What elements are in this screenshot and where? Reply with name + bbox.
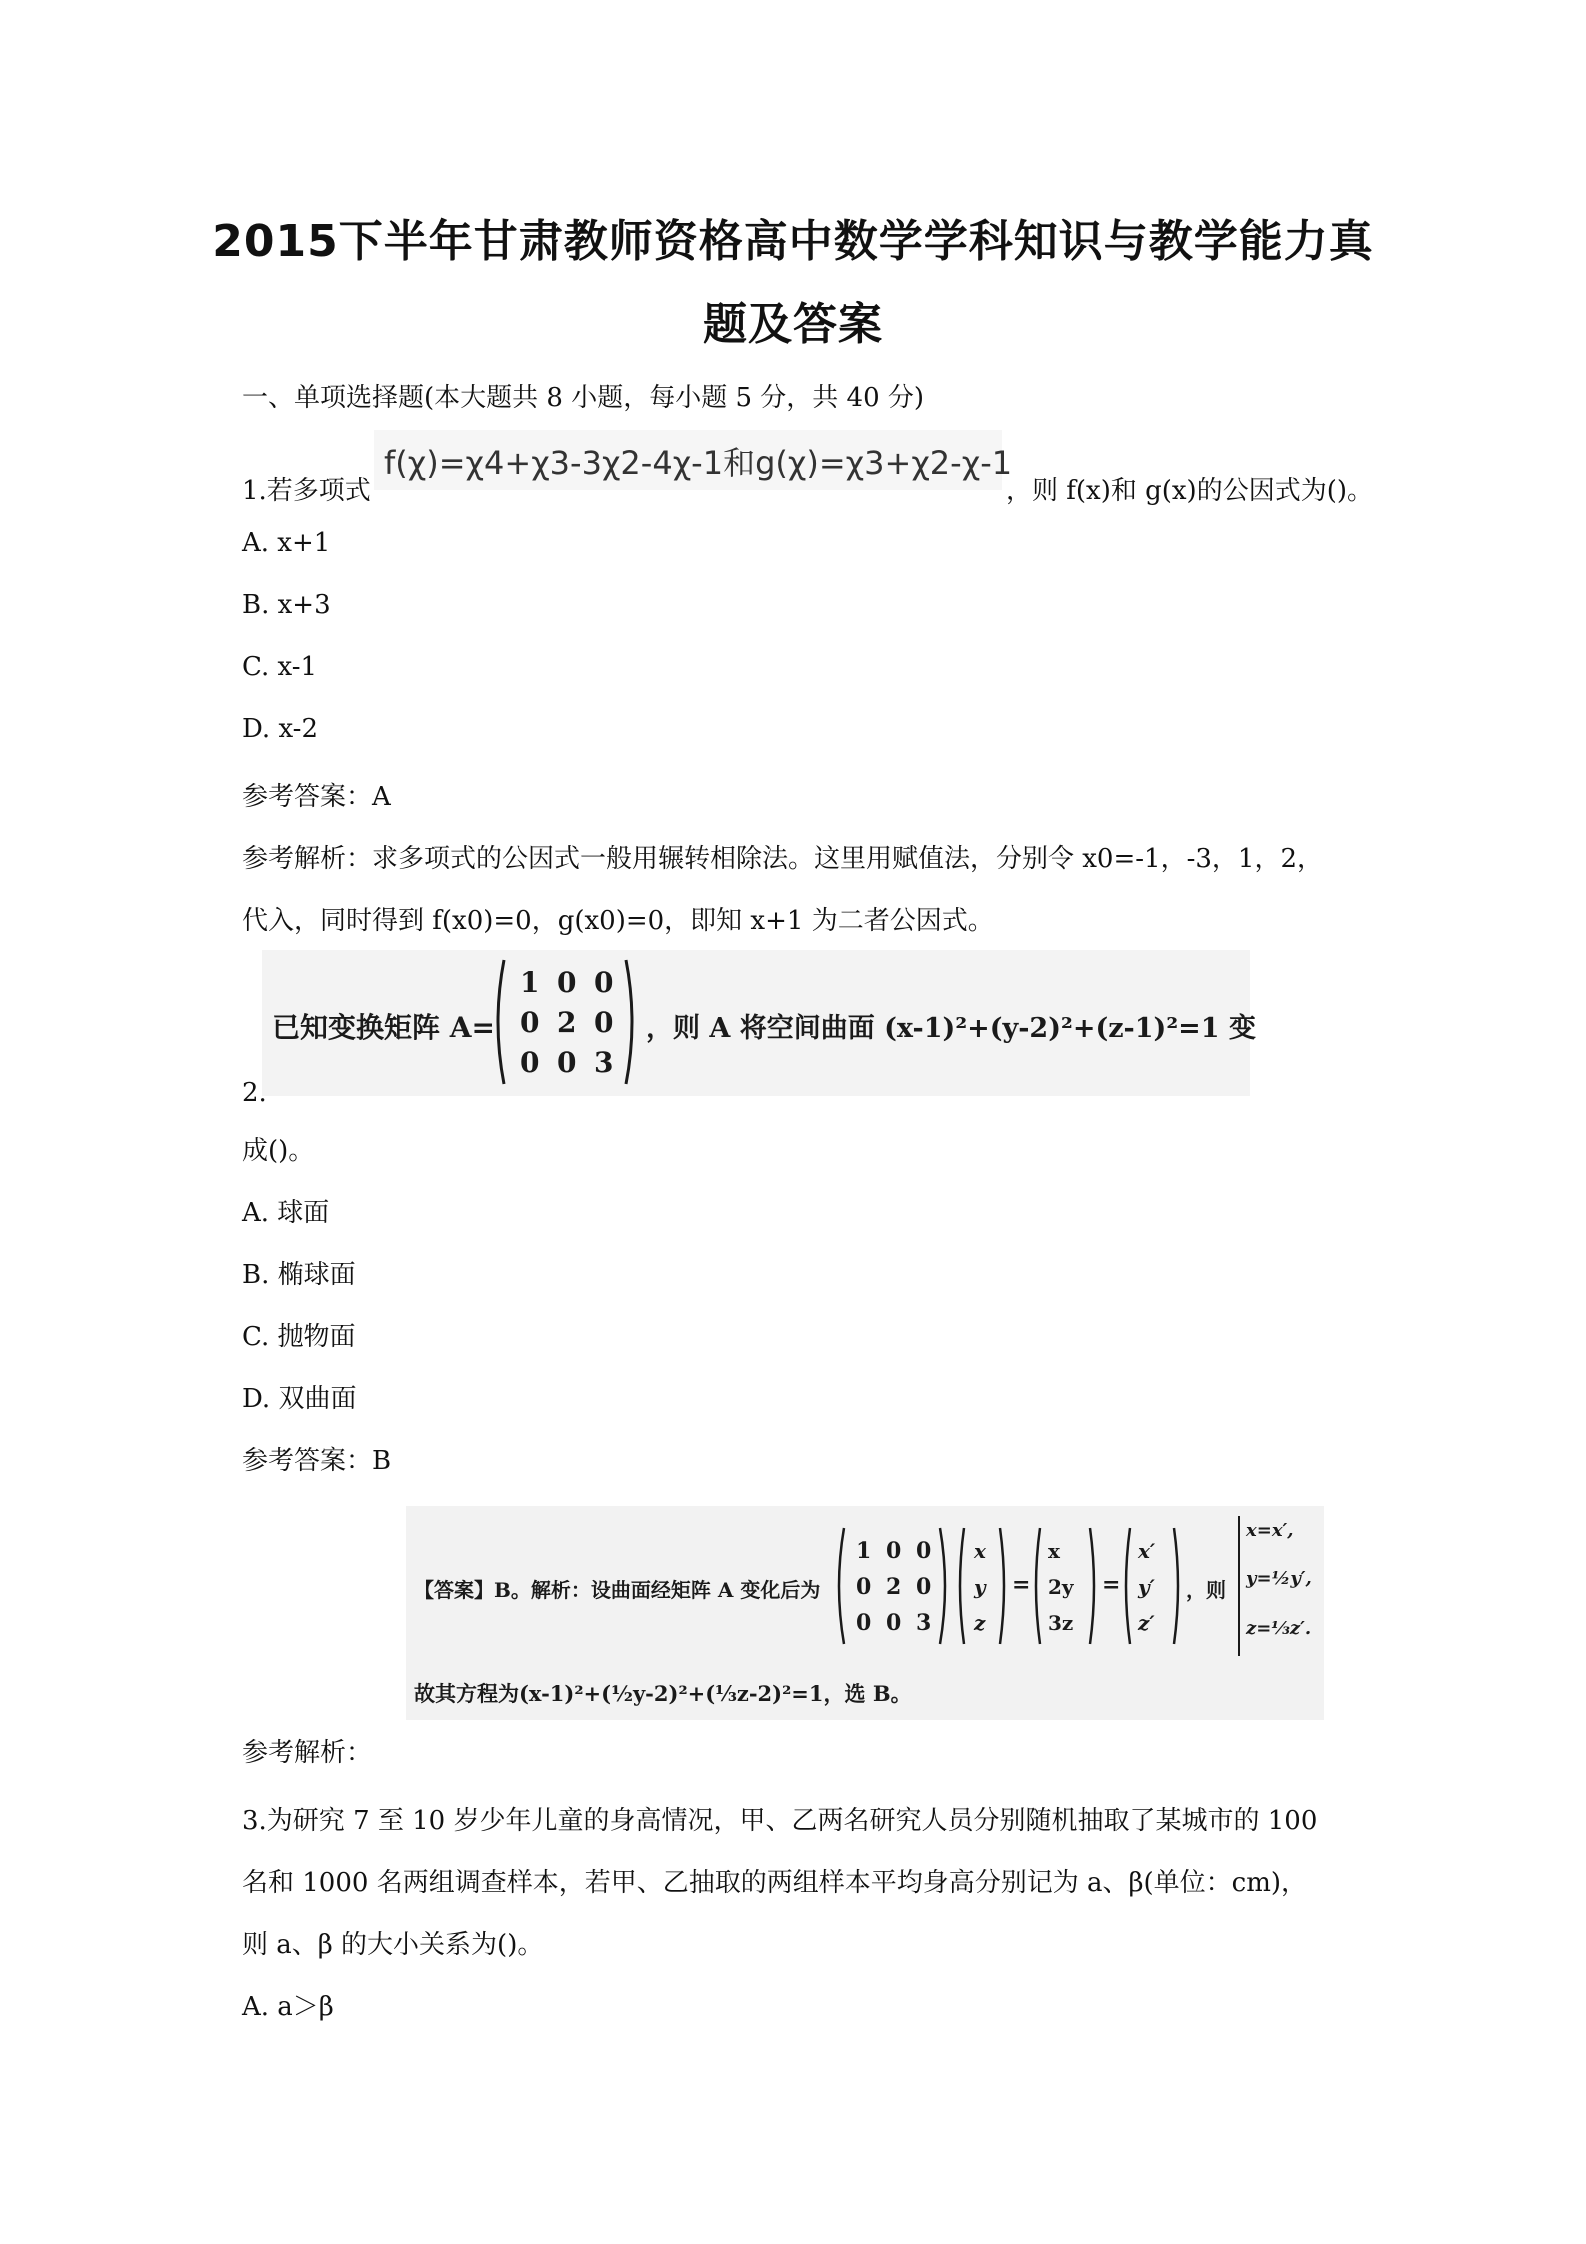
q1-option-d: D. x-2 — [242, 714, 318, 744]
q2-option-a: A. 球面 — [242, 1198, 330, 1228]
q1-suffix: ，则 f(x)和 g(x)的公因式为()。 — [1006, 476, 1373, 506]
equals-sign: = — [1102, 1572, 1121, 1598]
q2-answer-matrix-cell: 0 — [886, 1538, 902, 1564]
q2-answer-matrix-cell: 1 — [856, 1538, 872, 1564]
q2-answer-lead: 【答案】B。解析：设曲面经矩阵 A 变化后为 — [414, 1578, 821, 1602]
q3-line2: 名和 1000 名两组调查样本，若甲、乙抽取的两组样本平均身高分别记为 a、β(单位：cm)， — [242, 1868, 1307, 1898]
q2-answer-matrix-cell: 0 — [916, 1574, 932, 1600]
q2-vector-cell: y — [974, 1575, 986, 1599]
q2-option-c: C. 抛物面 — [242, 1322, 356, 1352]
document-title-line1: 2015下半年甘肃教师资格高中数学学科知识与教学能力真 — [212, 216, 1374, 267]
system-brace — [1238, 1516, 1240, 1656]
q2-answer: 参考答案：B — [242, 1446, 392, 1476]
q2-answer-matrix — [832, 1524, 952, 1648]
q2-matrix-cell: 0 — [557, 1046, 577, 1079]
q2-answer-matrix-cell: 0 — [886, 1610, 902, 1636]
q2-vector-cell: x — [1048, 1539, 1060, 1563]
q2-matrix-cell: 0 — [557, 966, 577, 999]
q2-matrix-cell: 2 — [557, 1006, 577, 1039]
q2-number: 2. — [242, 1078, 267, 1108]
q2-vector-xyz — [954, 1524, 1010, 1648]
q2-vector-cell: y′ — [1138, 1575, 1155, 1599]
q2-vector-cell: z′ — [1138, 1611, 1155, 1635]
q2-vector-cell: x — [974, 1539, 986, 1563]
q2-vector-cell: 3z — [1048, 1611, 1074, 1635]
q2-vector-cell: x′ — [1138, 1539, 1156, 1563]
document-title-line2: 题及答案 — [703, 299, 883, 350]
q2-matrix-cell: 0 — [520, 1046, 540, 1079]
q2-system-line: x=x′, — [1246, 1520, 1294, 1541]
q2-option-d: D. 双曲面 — [242, 1384, 357, 1414]
q2-matrix-cell: 0 — [594, 966, 614, 999]
q2-matrix — [490, 956, 640, 1088]
q1-answer: 参考答案：A — [242, 782, 391, 812]
q1-formula-text: f(χ)=χ4+χ3-3χ2-4χ-1和g(χ)=χ3+χ2-χ-1 — [384, 444, 1013, 482]
q2-answer-image — [406, 1506, 1324, 1720]
q2-image-text-left: 已知变换矩阵 A= — [272, 1011, 495, 1044]
q1-option-b: B. x+3 — [242, 590, 331, 620]
q2-answer-matrix-cell: 2 — [886, 1574, 902, 1600]
q2-matrix-cell: 0 — [594, 1006, 614, 1039]
q3-option-a: A. a＞β — [242, 1992, 334, 2022]
q2-answer-conclusion: 故其方程为(x-1)²+(½y-2)²+(⅓z-2)²=1，选 B。 — [414, 1681, 912, 1706]
q2-continuation: 成()。 — [242, 1136, 315, 1166]
q2-system-line: z=⅓z′. — [1246, 1618, 1312, 1639]
q3-line3: 则 a、β 的大小关系为()。 — [242, 1930, 544, 1960]
q2-answer-matrix-cell: 0 — [856, 1574, 872, 1600]
q2-vector-scaled — [1030, 1524, 1100, 1648]
q2-system-line: y=½y′, — [1246, 1568, 1312, 1589]
q2-vector-prime — [1120, 1524, 1184, 1648]
q2-answer-matrix-cell: 3 — [916, 1610, 932, 1636]
q1-analysis-line2: 代入，同时得到 f(x0)=0，g(x0)=0，即知 x+1 为二者公因式。 — [242, 906, 994, 936]
q1-option-a: A. x+1 — [242, 528, 331, 558]
q2-option-b: B. 椭球面 — [242, 1260, 356, 1290]
q3-line1: 3.为研究 7 至 10 岁少年儿童的身高情况，甲、乙两名研究人员分别随机抽取了某城市的 100 — [242, 1806, 1318, 1836]
q2-image-text-right: ，则 A 将空间曲面 (x-1)²+(y-2)²+(z-1)²=1 变 — [646, 1013, 1256, 1044]
q2-vector-cell: 2y — [1048, 1575, 1074, 1599]
q2-matrix-cell: 0 — [520, 1006, 540, 1039]
q2-answer-then: ，则 — [1186, 1578, 1226, 1602]
q1-option-c: C. x-1 — [242, 652, 318, 682]
section-header: 一、单项选择题(本大题共 8 小题，每小题 5 分，共 40 分) — [242, 383, 925, 413]
q2-question-image — [262, 950, 1256, 1096]
q2-analysis-label: 参考解析： — [242, 1738, 373, 1768]
q2-answer-matrix-cell: 0 — [916, 1538, 932, 1564]
q2-vector-cell: z — [974, 1611, 986, 1635]
q2-matrix-cell: 3 — [594, 1046, 614, 1079]
q1-prefix: 1.若多项式 — [242, 476, 371, 506]
q2-answer-matrix-cell: 0 — [856, 1610, 872, 1636]
q1-analysis-line1: 参考解析：求多项式的公因式一般用辗转相除法。这里用赋值法，分别令 x0=-1，-3，1，2， — [242, 844, 1323, 874]
q1-formula-image — [374, 430, 1013, 490]
equals-sign: = — [1012, 1572, 1031, 1598]
q2-matrix-cell: 1 — [520, 966, 540, 999]
